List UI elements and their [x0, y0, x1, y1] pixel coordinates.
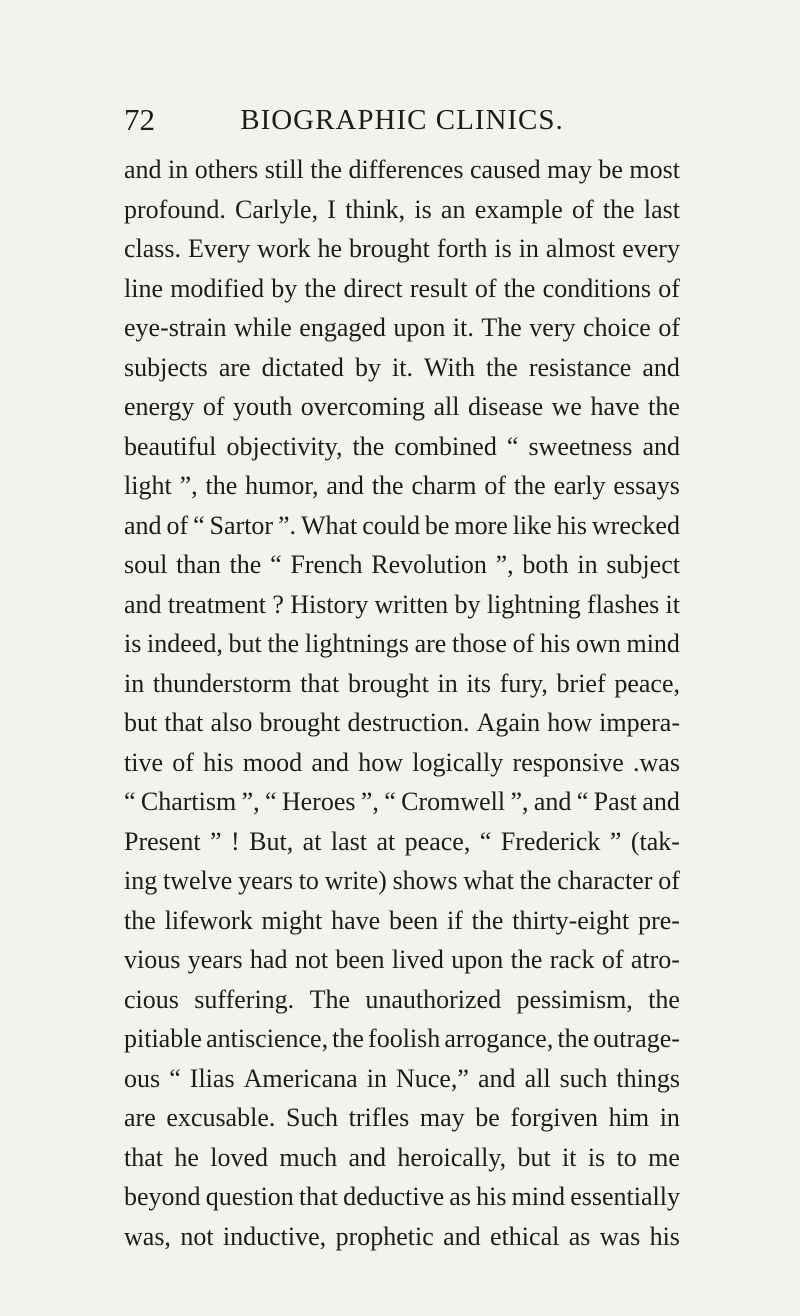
- text-line: is indeed, but the lightnings are those of his own mind: [124, 629, 680, 658]
- text-line: in thunderstorm that brought in its fury, brief peace,: [124, 668, 680, 698]
- text-line: ous “ Ilias Americana in Nuce,” and all such things: [124, 1063, 680, 1093]
- text-line: ing twelve years to write) shows what the character of: [124, 866, 680, 895]
- text-line: eye-strain while engaged upon it. The very choice of: [124, 313, 680, 342]
- text-line: that he loved much and heroically, but it is to me: [124, 1142, 680, 1172]
- text-line: but that also brought destruction. Again how impera-: [124, 708, 680, 737]
- text-line: class. Every work he brought forth is in almost every: [124, 234, 680, 263]
- text-line: cious suffering. The unauthorized pessimism, the: [124, 984, 680, 1014]
- text-line: and of “ Sartor ”. What could be more like his wrecked: [124, 510, 680, 540]
- running-title: BIOGRAPHIC CLINICS.: [240, 104, 564, 136]
- text-line: beyond question that deductive as his mind essentially: [124, 1182, 680, 1211]
- text-line: are excusable. Such trifles may be forgiven him in: [124, 1103, 680, 1132]
- text-line: beautiful objectivity, the combined “ sweetness and: [124, 431, 680, 461]
- text-line: Present ” ! But, at last at peace, “ Frederick ” (tak-: [124, 826, 680, 856]
- text-line: line modified by the direct result of the conditions of: [124, 273, 680, 303]
- text-line: “ Chartism ”, “ Heroes ”, “ Cromwell ”, and “ Past and: [124, 787, 680, 816]
- text-line: the lifework might have been if the thirty-eight pre-: [124, 905, 680, 935]
- text-line: pitiable antiscience, the foolish arrogance, the outrage-: [124, 1024, 680, 1053]
- text-line: was, not inductive, prophetic and ethical as was his: [124, 1221, 680, 1251]
- text-line: vious years had not been lived upon the rack of atro-: [124, 945, 680, 974]
- text-line: and treatment ? History written by lightning flashes it: [124, 589, 680, 619]
- text-line: soul than the “ French Revolution ”, both in subject: [124, 550, 680, 579]
- text-line: energy of youth overcoming all disease we have the: [124, 392, 680, 421]
- text-line: profound. Carlyle, I think, is an example of the last: [124, 194, 680, 224]
- page-number: 72: [124, 102, 155, 137]
- body-text: [124, 150, 680, 1256]
- running-head: [124, 100, 680, 140]
- text-line: tive of his mood and how logically responsive .was: [124, 747, 680, 777]
- text-line: subjects are dictated by it. With the resistance and: [124, 352, 680, 382]
- text-line: and in others still the differences caused may be most: [124, 155, 680, 184]
- text-line: light ”, the humor, and the charm of the early essays: [124, 471, 680, 500]
